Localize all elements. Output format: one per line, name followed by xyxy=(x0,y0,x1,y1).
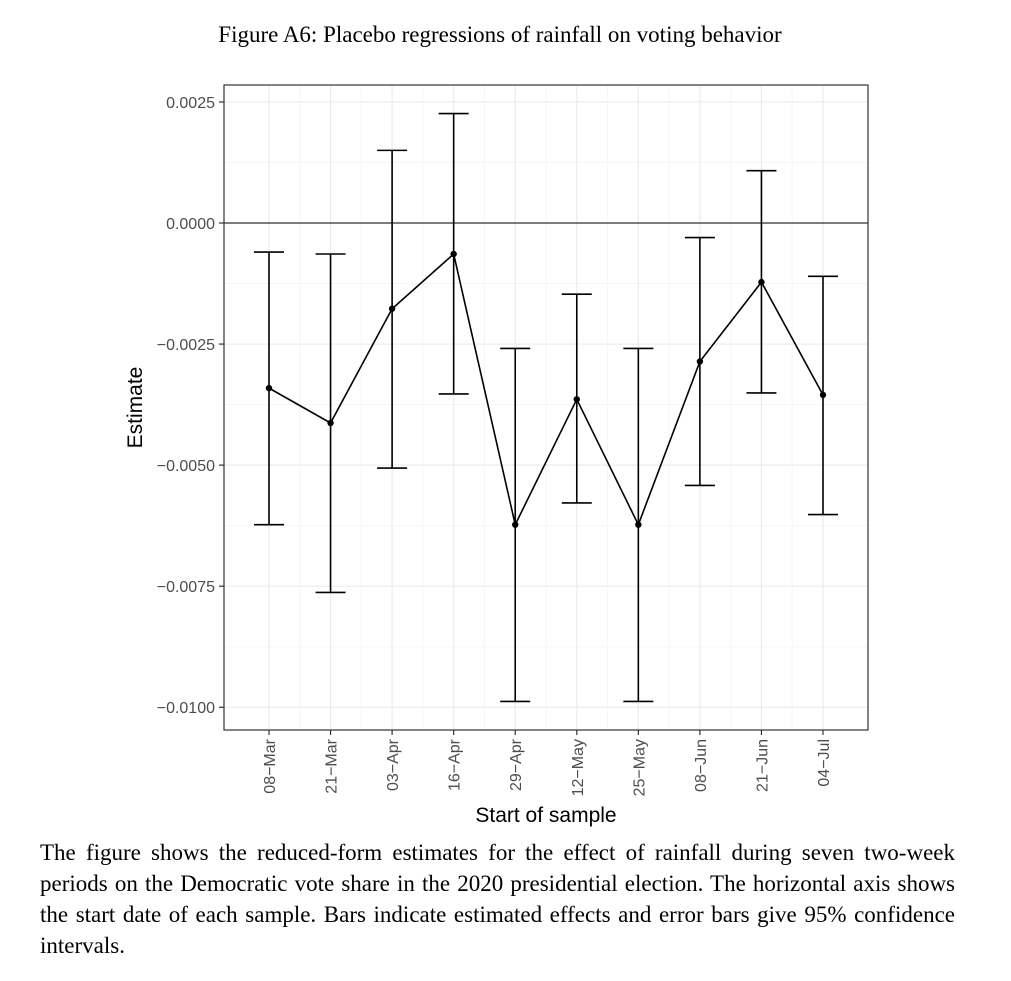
estimate-point-4 xyxy=(512,521,518,527)
x-tick-label: 21−Jun xyxy=(754,739,772,792)
x-axis-label: Start of sample xyxy=(475,804,617,827)
y-tick-label: −0.0075 xyxy=(156,579,215,597)
x-tick-label: 03−Apr xyxy=(385,739,403,792)
estimate-point-2 xyxy=(389,306,395,312)
estimate-point-9 xyxy=(820,392,826,398)
grid-layer xyxy=(224,85,868,730)
x-tick-label: 04−Jul xyxy=(816,739,833,787)
estimate-point-7 xyxy=(697,358,703,364)
figure-title: Figure A6: Placebo regressions of rainfall on voting behavior xyxy=(218,22,782,47)
figure-caption: The figure shows the reduced-form estimates for the effect of rainfall during seven two-week periods on the Democratic vote share in the 2020 presidential election. The horizontal axis shows the start date of each sample. Bars indicate estimated effects and error bars give 95% confidence intervals. xyxy=(40,840,955,958)
estimate-point-1 xyxy=(327,420,333,426)
x-tick-label: 29−Apr xyxy=(508,739,526,792)
estimate-point-3 xyxy=(450,251,456,257)
x-tick-label: 08−Mar xyxy=(262,739,279,794)
x-tick-label: 25−May xyxy=(631,739,649,797)
x-tick-label: 08−Jun xyxy=(692,739,710,792)
estimate-point-0 xyxy=(266,385,272,391)
estimate-point-5 xyxy=(574,396,580,402)
y-tick-label: 0.0000 xyxy=(166,216,215,234)
x-tick-label: 16−Apr xyxy=(446,739,464,792)
y-tick-label: 0.0025 xyxy=(166,94,215,112)
y-tick-label: −0.0050 xyxy=(156,458,215,476)
x-tick-label: 21−Mar xyxy=(323,739,341,794)
estimate-point-8 xyxy=(758,279,764,285)
y-axis-label: Estimate xyxy=(124,366,147,449)
y-tick-label: −0.0100 xyxy=(156,700,215,718)
estimate-point-6 xyxy=(635,521,641,527)
axis-layer xyxy=(157,95,833,796)
y-tick-label: −0.0025 xyxy=(156,337,215,355)
x-tick-label: 12−May xyxy=(569,739,587,797)
